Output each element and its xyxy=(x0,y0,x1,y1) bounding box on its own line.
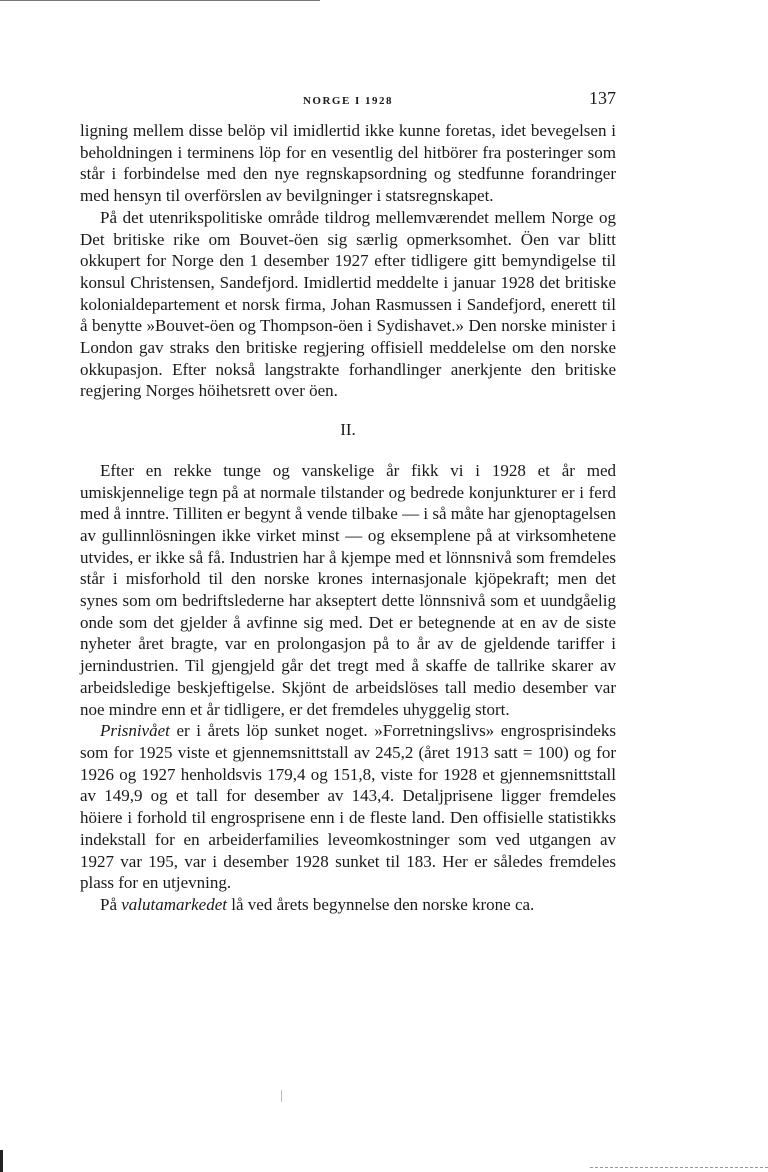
bottom-rule xyxy=(590,1167,768,1168)
scan-speck xyxy=(281,1090,282,1102)
scan-edge-mark xyxy=(0,1150,3,1172)
paragraph-economy: Efter en rekke tunge og vanskelige år fikk vi i 1928 et år med umiskjennelige tegn på at normale tilstander og bedrede konjunkturer er i ferd med å inntre. Tilliten er begynt å vende tilbake — i så måte har gjenoptagelsen av gullinnlösningen ikke virket minst — og eksemplene på at virksomhetene utvides, er ikke så få. Industrien har å kjempe med et lönnsnivå som fremdeles står i misforhold til den norske krones internasjonale kjöpekraft; men det synes som om bedriftslederne har akseptert dette lönnsnivå som et uundgåelig onde som det gjelder å avfinne sig med. Det er betegnende at en av de siste nyheter året bragte, var en prolongasjon på to år av de gjeldende tariffer i jernindustrien. Til gjengjeld går det tregt med å skaffe de tallrike skarer av arbeidsledige beskjeftigelse. Skjönt de arbeidslöses tall medio desember var noe mindre enn et år tidligere, er det fremdeles uhyggelig stort. xyxy=(80,460,616,719)
page-number: 137 xyxy=(589,88,616,108)
body-text xyxy=(80,120,616,916)
price-level-term: Prisnivået xyxy=(100,721,170,741)
price-level-text: er i årets löp sunket noget. »Forretningslivs» engrosprisindeks som for 1925 viste et gjennemsnittstall av 245,2 (året 1913 satt = 100) og for 1926 og 1927 henholdsvis 179,4 og 151,8, viste for 1928 et gjennemsnittstall av 149,9 og et tall for desember av 143,4. Detaljprisene ligger fremdeles höiere i forhold til engrosprisene enn i de fleste land. Den offisielle statistikks indekstall for en arbeiderfamilies leveomkostninger som ved utgangen av 1927 var 195, var i desember 1928 sunket til 183. Her er således fremdeles plass for en utjevning. xyxy=(80,721,616,893)
running-title: NORGE I 1928 xyxy=(302,95,394,107)
currency-lead-before: På xyxy=(100,894,122,914)
page-header xyxy=(80,88,616,112)
currency-market-term: valutamarkedet xyxy=(121,894,227,914)
section-heading: II. xyxy=(340,420,356,440)
paragraph-price-level xyxy=(80,720,616,894)
top-rule xyxy=(0,0,320,1)
paragraph-continuation: ligning mellem disse belöp vil imidlertid ikke kunne foretas, idet bevegelsen i beholdningen i terminens löp for en vesentlig del hitbörer fra posteringer som står i forbindelse med den nye regnskapsordning og stedfunne forandringer med hensyn til overförslen av bevilgninger i statsregnskapet. xyxy=(80,121,616,206)
paragraph-bouvet-island: På det utenrikspolitiske område tildrog mellemværendet mellem Norge og Det britiske rike om Bouvet-öen sig særlig opmerksomhet. Öen var blitt okkupert for Norge den 1 desember 1927 efter tidligere gitt bemyndigelse til konsul Christensen, Sandefjord. Imidlertid meddelte i januar 1928 det britiske kolonialdepartement et norsk firma, Johan Rasmussen i Sandefjord, enerett til å benytte »Bouvet-öen og Thompson-öen i Sydishavet.» Den norske minister i London gav straks den britiske regjering offisiell meddelelse om den norske okkupasjon. Efter nokså langstrakte forhandlinger anerkjente den britiske regjering Norges höihetsrett over öen. xyxy=(80,207,616,401)
currency-market-text: lå ved årets begynnelse den norske krone ca. xyxy=(227,894,535,914)
paragraph-currency-market xyxy=(80,894,616,916)
